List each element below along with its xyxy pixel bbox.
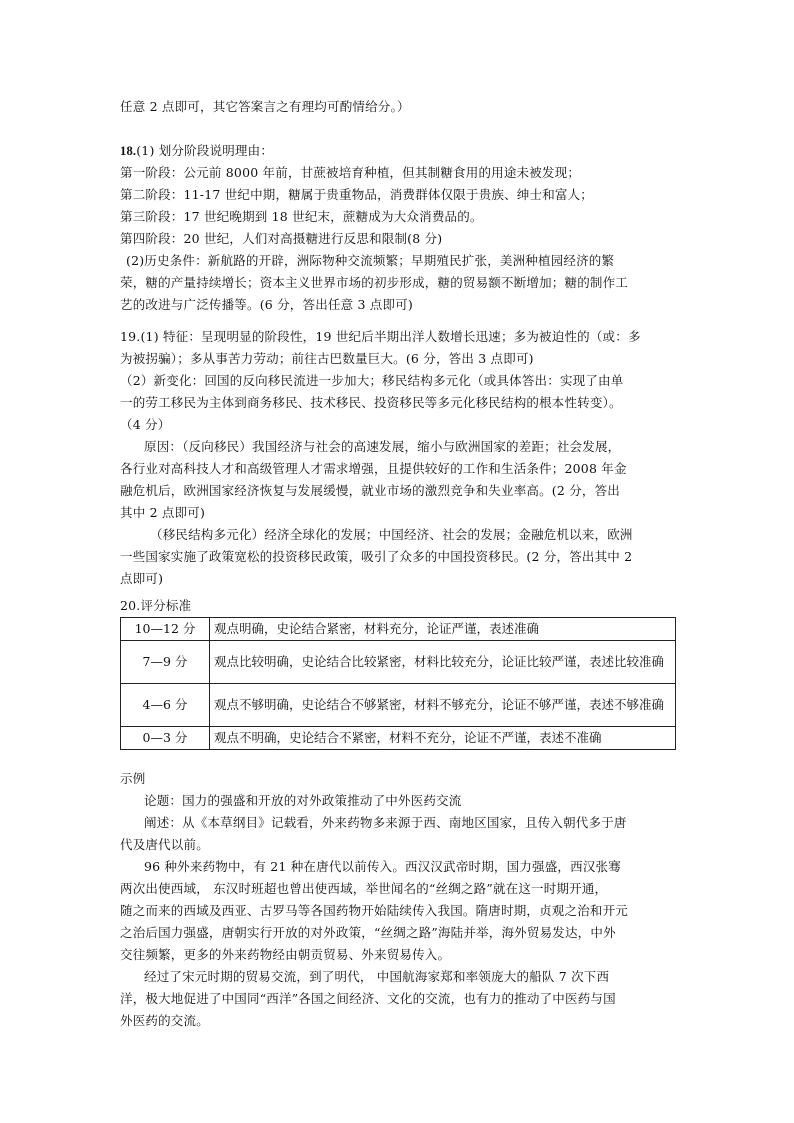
q19-diverse-line-2: 一些国家实施了政策宽松的投资移民政策，吸引了众多的中国投资移民。(2 分，答出其中 2 <box>120 549 633 564</box>
score-cell: 0—3 分 <box>121 727 210 750</box>
q18-part2-line-2: 荣，糖的产量持续增长；资本主义世界市场的初步形成，糖的贸易额不断增加；糖的制作工 <box>120 275 629 290</box>
q19-part1-line-2: 为被拐骗）；多从事苦力劳动；前往古巴数量巨大。(6 分，答出 3 点即可) <box>120 351 534 366</box>
intro-block <box>120 96 676 118</box>
example-para3-line-3: 外医药的交流。 <box>120 1013 209 1028</box>
example-elab-line-1: 阐述：从《本草纲目》记载看，外来药物多来源于西、南地区国家，且传入朝代多于唐 <box>144 815 627 830</box>
q18-part2-line-3: 艺的改进与广泛传播等。(6 分，答出任意 3 点即可) <box>120 297 413 312</box>
score-cell: 7—9 分 <box>121 641 210 684</box>
q18-heading <box>120 140 676 162</box>
q18-block <box>120 140 676 316</box>
q20-title-block <box>120 595 676 617</box>
q18-heading-text: (1) 划分阶段说明理由： <box>136 143 274 158</box>
q19-part2-line-1: （2）新变化：回国的反向移民流进一步加大；移民结构多元化（或具体答出：实现了由单 <box>120 373 624 388</box>
q19-diverse-line-1: （移民结构多元化）经济全球化的发展；中国经济、社会的发展；金融危机以来，欧洲 <box>150 527 633 542</box>
table-row <box>121 727 676 750</box>
example-para2-line-4: 之治后国力强盛，唐朝实行开放的对外政策，“丝绸之路”海陆并举，海外贸易发达，中外 <box>120 925 616 940</box>
q19-reason-line-2: 各行业对高科技人才和高级管理人才需求增强，且提供较好的工作和生活条件；2008 年金 <box>120 461 627 476</box>
criteria-cell: 观点不够明确，史论结合不够紧密，材料不够充分，论证不够严谨，表述不够准确 <box>210 684 676 727</box>
score-cell: 4—6 分 <box>121 684 210 727</box>
q19-reason-line-1: 原因：（反向移民）我国经济与社会的高速发展，缩小与欧洲国家的差距；社会发展， <box>144 439 621 454</box>
q19-block <box>120 326 676 590</box>
example-elab-line-2: 代及唐代以前。 <box>120 837 209 852</box>
criteria-cell: 观点不明确，史论结合不紧密，材料不充分，论证不严谨，表述不准确 <box>210 727 676 750</box>
criteria-cell: 观点比较明确，史论结合比较紧密，材料比较充分，论证比较严谨，表述比较准确 <box>210 641 676 684</box>
q20-title: 20.评分标准 <box>120 598 192 613</box>
example-para2-line-1: 96 种外来药物中，有 21 种在唐代以前传入。西汉汉武帝时期，国力强盛，西汉张骞 <box>144 859 621 874</box>
q19-reason-line-4: 其中 2 点即可) <box>120 505 206 520</box>
table-row <box>121 684 676 727</box>
q18-part2-line-1: (2)历史条件：新航路的开辟，洲际物种交流频繁；早期殖民扩张，美洲种植园经济的繁 <box>126 253 615 268</box>
criteria-cell: 观点明确，史论结合紧密，材料充分，论证严谨，表述准确 <box>210 618 676 641</box>
example-para2-line-3: 随之而来的西域及西亚、古罗马等各国药物开始陆续传入我国。隋唐时期，贞观之治和开元 <box>120 903 629 918</box>
example-para3-line-2: 洋，极大地促进了中国同“西洋”各国之间经济、文化的交流，也有力的推动了中医药与国 <box>120 991 616 1006</box>
example-para2-line-2: 两次出使西域， 东汉时班超也曾出使西域，举世闻名的“丝绸之路”就在这一时期开通， <box>120 881 608 896</box>
example-block <box>120 768 676 1032</box>
q18-stage-4: 第四阶段：20 世纪，人们对高摄糖进行反思和限制(8 分) <box>120 231 443 246</box>
example-label: 示例 <box>120 771 146 786</box>
q18-stage-1: 第一阶段：公元前 8000 年前，甘蔗被培育种植，但其制糖食用的用途未被发现； <box>120 165 581 180</box>
score-cell: 10—12 分 <box>121 618 210 641</box>
intro-line: 任意 2 点即可，其它答案言之有理均可酌情给分。） <box>120 99 410 114</box>
q18-stage-2: 第二阶段：11-17 世纪中期，糖属于贵重物品，消费群体仅限于贵族、绅士和富人； <box>120 187 594 202</box>
q19-part2-line-3: （4 分） <box>120 417 171 432</box>
table-row <box>121 618 676 641</box>
q19-part2-line-2: 一的劳工移民为主体到商务移民、技术移民、投资移民等多元化移民结构的根本性转变）。 <box>120 395 622 410</box>
q19-part1-line-1: 19.(1) 特征：呈现明显的阶段性，19 世纪后半期出洋人数增长迅速；多为被迫性的（或：多 <box>120 329 641 344</box>
q19-diverse-line-3: 点即可) <box>120 571 164 586</box>
example-topic: 论题：国力的强盛和开放的对外政策推动了中外医药交流 <box>144 793 462 808</box>
q18-stage-3: 第三阶段：17 世纪晚期到 18 世纪末，蔗糖成为大众消费品的。 <box>120 209 483 224</box>
q18-number: 18. <box>120 144 137 158</box>
q19-reason-line-3: 融危机后，欧洲国家经济恢复与发展缓慢，就业市场的激烈竞争和失业率高。(2 分，答出 <box>120 483 621 498</box>
table-row <box>121 641 676 684</box>
example-para3-line-1: 经过了宋元时期的贸易交流，到了明代， 中国航海家郑和率领庞大的船队 7 次下西 <box>144 969 610 984</box>
scoring-table <box>120 617 676 750</box>
example-para2-line-5: 交往频繁，更多的外来药物经由朝贡贸易、外来贸易传入。 <box>120 947 451 962</box>
